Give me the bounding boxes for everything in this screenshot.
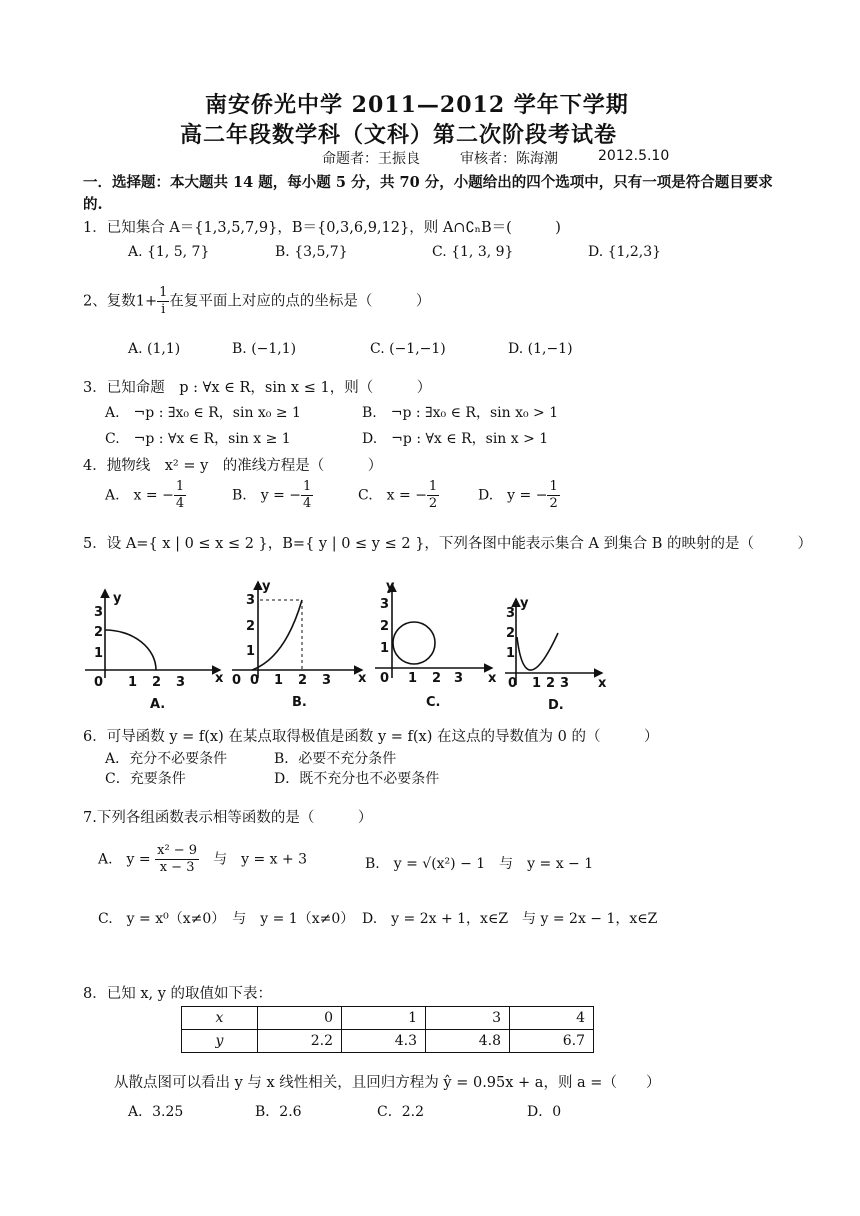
table-cell: 4.3 bbox=[342, 1030, 426, 1053]
question-2-suffix: 在复平面上对应的点的坐标是（ ） bbox=[169, 293, 431, 310]
question-7-stem: 7.下列各组函数表示相等函数的是（ ） bbox=[83, 810, 373, 826]
question-1-option-d: D. {1,2,3} bbox=[588, 244, 662, 260]
graph-b-label: B. bbox=[292, 695, 307, 710]
table-cell: 3 bbox=[426, 1007, 510, 1030]
title-line-1: 南安侨光中学 2011—2012 学年下学期 bbox=[205, 92, 629, 118]
question-1-stem: 1．已知集合 A＝{1,3,5,7,9}，B＝{0,3,6,9,12}，则 A∩∁ₙB＝( ) bbox=[83, 220, 561, 236]
question-5-graphs bbox=[80, 578, 520, 713]
graph-d-tick-1: 1 bbox=[532, 676, 542, 691]
graph-a-curve bbox=[105, 630, 156, 670]
question-7-option-c: C. y = x⁰（x≠0） 与 y = 1（x≠0） bbox=[98, 911, 355, 927]
question-6-option-a: A．充分不必要条件 bbox=[105, 751, 228, 767]
question-8-option-d: D．0 bbox=[527, 1104, 562, 1120]
table-cell: y bbox=[182, 1030, 258, 1053]
graph-c bbox=[375, 584, 492, 678]
question-4-frac-num-a: 1 bbox=[175, 479, 185, 494]
question-3-option-a: A. ¬p : ∃x₀ ∈ R，sin x₀ ≥ 1 bbox=[105, 405, 301, 421]
graph-c-circle bbox=[393, 622, 435, 664]
graph-c-y-axis: y bbox=[386, 579, 395, 594]
graph-c-ytick-1: 1 bbox=[380, 641, 390, 656]
graph-c-ytick-2: 2 bbox=[380, 619, 390, 634]
question-4-option-b-fraction bbox=[301, 479, 313, 512]
question-4-stem: 4．抛物线 x² = y 的准线方程是（ ） bbox=[83, 458, 383, 474]
graph-c-tick-1: 1 bbox=[408, 671, 418, 686]
question-6-option-c: C．充要条件 bbox=[105, 771, 186, 787]
reviewer-label: 审核者：陈海潮 bbox=[460, 151, 558, 167]
graph-a-ytick-1: 1 bbox=[94, 646, 104, 661]
graph-a-tick-1: 1 bbox=[128, 675, 138, 690]
graph-c-tick-2: 2 bbox=[432, 671, 442, 686]
graph-b-y-axis: y bbox=[262, 579, 271, 594]
graph-b-tick-0: 0 bbox=[232, 673, 242, 688]
question-4-option-c bbox=[358, 479, 439, 512]
graph-b-ytick-2: 2 bbox=[246, 619, 256, 634]
graph-b-tick-2: 2 bbox=[298, 673, 308, 688]
graph-b-tick-3: 3 bbox=[322, 673, 332, 688]
graph-b-tick-0b: 0 bbox=[250, 673, 260, 688]
question-4-frac-den-b: 4 bbox=[303, 496, 312, 511]
question-2-fraction bbox=[157, 285, 169, 318]
graph-d-tick-2: 2 bbox=[546, 676, 556, 691]
question-6-stem: 6．可导函数 y = f(x) 在某点取得极值是函数 y = f(x) 在这点的导数值为 0 的（ ） bbox=[83, 729, 659, 745]
question-7-option-b: B. y = √(x²) − 1 与 y = x − 1 bbox=[365, 856, 594, 872]
question-8-option-c: C．2.2 bbox=[377, 1104, 424, 1120]
question-4-frac-den-c: 2 bbox=[428, 496, 438, 511]
question-2-option-b: B. (−1,1) bbox=[232, 341, 297, 357]
graph-c-x-axis: x bbox=[488, 671, 497, 686]
question-4-option-b-prefix: B. y = − bbox=[232, 487, 302, 504]
question-7-option-a-den: x − 3 bbox=[159, 860, 195, 875]
question-4-frac-num-c: 1 bbox=[428, 479, 438, 494]
question-4-option-d-prefix: D. y = − bbox=[478, 487, 548, 504]
graph-b-ytick-3: 3 bbox=[246, 593, 256, 608]
question-8-text: 从散点图可以看出 y 与 x 线性相关，且回归方程为 ŷ = 0.95x + a，则 a =（ ） bbox=[114, 1075, 661, 1091]
graph-b-curve bbox=[252, 600, 302, 670]
question-8-option-a: A．3.25 bbox=[128, 1104, 184, 1120]
question-4-frac-num-d: 1 bbox=[549, 479, 558, 494]
question-3-stem: 3．已知命题 p : ∀x ∈ R，sin x ≤ 1，则（ ） bbox=[83, 380, 432, 396]
graph-a bbox=[85, 590, 220, 678]
question-4-option-c-fraction bbox=[427, 479, 439, 512]
graph-c-tick-0: 0 bbox=[380, 671, 390, 686]
question-6-option-d: D．既不充分也不必要条件 bbox=[274, 771, 440, 787]
table-cell: 4.8 bbox=[426, 1030, 510, 1053]
question-7-option-a-prefix: A. y = bbox=[98, 851, 151, 868]
question-1-option-a: A. {1, 5, 7} bbox=[128, 244, 210, 260]
graph-a-tick-3: 3 bbox=[176, 675, 186, 690]
question-7-option-d: D. y = 2x + 1，x∈Z 与 y = 2x − 1，x∈Z bbox=[362, 911, 658, 927]
question-2-fraction-den: i bbox=[161, 302, 166, 317]
graph-d-curve bbox=[517, 633, 558, 670]
question-2-one: 1+ bbox=[135, 293, 158, 310]
graph-d-ytick-3: 3 bbox=[506, 606, 516, 621]
question-2-fraction-num: 1 bbox=[159, 285, 168, 300]
question-4-option-d bbox=[478, 479, 560, 512]
graph-c-ytick-3: 3 bbox=[380, 597, 390, 612]
question-8-option-b: B．2.6 bbox=[255, 1104, 302, 1120]
table-row bbox=[182, 1007, 594, 1030]
question-5-graph-d bbox=[500, 595, 610, 715]
question-3-option-d: D. ¬p : ∀x ∈ R，sin x > 1 bbox=[362, 431, 549, 447]
question-2-option-c: C. (−1,−1) bbox=[370, 341, 446, 357]
section-heading: 一．选择题：本大题共 14 题，每小题 5 分，共 70 分，小题给出的四个选项中，只有一项是符合题目要求 bbox=[83, 174, 773, 191]
graph-a-label: A. bbox=[150, 697, 166, 712]
question-3-option-b: B. ¬p : ∃x₀ ∈ R，sin x₀ > 1 bbox=[362, 405, 559, 421]
exam-date: 2012.5.10 bbox=[598, 148, 670, 164]
question-2-option-a: A. (1,1) bbox=[128, 341, 181, 357]
graph-d-label: D. bbox=[548, 698, 564, 713]
graph-c-label: C. bbox=[426, 695, 441, 710]
graph-c-tick-3: 3 bbox=[454, 671, 464, 686]
graph-d-tick-0: 0 bbox=[508, 676, 518, 691]
question-1-option-c: C. {1, 3, 9} bbox=[432, 244, 514, 260]
title-line-2: 高二年段数学科（文科）第二次阶段考试卷 bbox=[180, 122, 618, 148]
question-3-option-c: C. ¬p : ∀x ∈ R，sin x ≥ 1 bbox=[105, 431, 291, 447]
question-8-stem: 8．已知 x, y 的取值如下表： bbox=[83, 986, 273, 1002]
graph-b-tick-1: 1 bbox=[274, 673, 284, 688]
question-2-option-d: D. (1,−1) bbox=[508, 341, 573, 357]
graph-d-y-axis: y bbox=[520, 596, 529, 611]
question-7-option-a-num: x² − 9 bbox=[157, 843, 198, 858]
graph-d-tick-3: 3 bbox=[560, 676, 570, 691]
question-4-option-d-fraction bbox=[547, 479, 559, 512]
graph-d-ytick-2: 2 bbox=[506, 626, 516, 641]
section-heading-cont: 的. bbox=[83, 196, 103, 213]
question-4-option-b bbox=[232, 479, 313, 512]
question-4-frac-num-b: 1 bbox=[303, 479, 312, 494]
graph-b-ytick-1: 1 bbox=[246, 644, 256, 659]
author-label: 命题者：王振良 bbox=[322, 151, 420, 167]
question-5-stem: 5．设 A={ x | 0 ≤ x ≤ 2 }，B={ y | 0 ≤ y ≤ 2 }，下列各图中能表示集合 A 到集合 B 的映射的是（ ） bbox=[83, 536, 812, 552]
table-cell: 2.2 bbox=[258, 1030, 342, 1053]
question-7-option-a-suffix: 与 y = x + 3 bbox=[199, 851, 308, 868]
question-4-option-c-prefix: C. x = − bbox=[358, 487, 427, 504]
graph-a-x-axis: x bbox=[215, 671, 224, 686]
graph-d-ytick-1: 1 bbox=[506, 646, 516, 661]
table-cell: 6.7 bbox=[510, 1030, 594, 1053]
table-cell: x bbox=[182, 1007, 258, 1030]
question-2-stem bbox=[83, 285, 430, 318]
question-7-option-a-fraction bbox=[155, 843, 199, 876]
question-1-option-b: B. {3,5,7} bbox=[275, 244, 348, 260]
graph-a-tick-2: 2 bbox=[152, 675, 162, 690]
question-4-option-a-prefix: A. x = − bbox=[105, 487, 174, 504]
graph-d-x-axis: x bbox=[598, 676, 607, 691]
table-row bbox=[182, 1030, 594, 1053]
question-8-table bbox=[181, 1006, 594, 1053]
question-6-option-b: B．必要不充分条件 bbox=[274, 751, 397, 767]
table-cell: 0 bbox=[258, 1007, 342, 1030]
question-4-option-a-fraction bbox=[174, 479, 186, 512]
graph-a-ytick-3: 3 bbox=[94, 605, 104, 620]
table-cell: 4 bbox=[510, 1007, 594, 1030]
graph-a-tick-0: 0 bbox=[94, 675, 104, 690]
graph-a-y-axis: y bbox=[113, 591, 122, 606]
question-2-prefix: 2、复数 bbox=[83, 293, 136, 310]
graph-b-x-axis: x bbox=[358, 671, 367, 686]
table-cell: 1 bbox=[342, 1007, 426, 1030]
graph-a-ytick-2: 2 bbox=[94, 625, 104, 640]
question-4-option-a bbox=[105, 479, 186, 512]
question-7-option-a bbox=[98, 843, 307, 876]
question-4-frac-den-d: 2 bbox=[549, 496, 558, 511]
question-4-frac-den-a: 4 bbox=[175, 496, 185, 511]
